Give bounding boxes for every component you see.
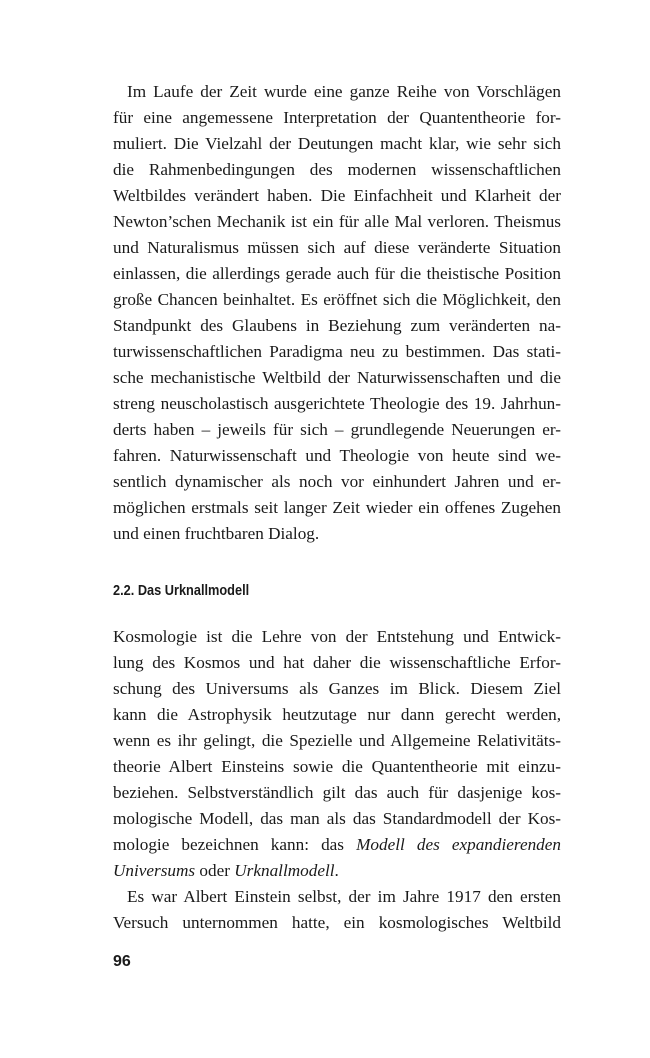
text-line: sentlich dynamischer als noch vor einhundert Jahren und er- <box>113 472 561 491</box>
text-span: oder <box>195 861 235 880</box>
text-line: beziehen. Selbstverständlich gilt das auch für dasjenige kos- <box>113 783 561 802</box>
text-line: Newton’schen Mechanik ist ein für alle Mal verloren. Theismus <box>113 212 561 231</box>
text-line: streng neuscholastisch ausgerichtete Theologie des 19. Jahrhun- <box>113 394 561 413</box>
text-line: Weltbildes verändert haben. Die Einfachheit und Klarheit der <box>113 186 561 205</box>
text-line: große Chancen beinhaltet. Es eröffnet sich die Möglichkeit, den <box>113 290 561 309</box>
italic-term: Universums <box>113 861 196 880</box>
text-line: Kosmologie ist die Lehre von der Entstehung und Entwick- <box>113 627 561 646</box>
text-span: mologie bezeichnen kann: das <box>113 835 344 854</box>
text-line: derts haben – jeweils für sich – grundlegende Neuerungen er- <box>113 420 561 439</box>
text-line: sche mechanistische Weltbild der Naturwissenschaften und die <box>113 368 561 387</box>
text-line: Im Laufe der Zeit wurde eine ganze Reihe von Vorschlägen <box>127 82 561 101</box>
text-line: fahren. Naturwissenschaft und Theologie von heute sind we- <box>113 446 561 465</box>
text-line: möglichen erstmals seit langer Zeit wieder ein offenes Zugehen <box>113 498 561 517</box>
text-line: muliert. Die Vielzahl der Deutungen macht klar, wie sehr sich <box>113 134 561 153</box>
text-line: lung des Kosmos und hat daher die wissenschaftliche Erfor- <box>113 653 561 672</box>
text-span: . <box>334 861 339 880</box>
text-line: Es war Albert Einstein selbst, der im Jahre 1917 den ersten <box>127 887 561 906</box>
text-line: wenn es ihr gelingt, die Spezielle und Allgemeine Relativitäts- <box>113 731 561 750</box>
text-line: Versuch unternommen hatte, ein kosmologisches Weltbild <box>113 913 561 932</box>
italic-term: Modell des expandierenden <box>356 835 561 854</box>
text-line-mixed <box>113 858 561 884</box>
text-line: turwissenschaftlichen Paradigma neu zu bestimmen. Das stati- <box>113 342 561 361</box>
text-line: Standpunkt des Glaubens in Beziehung zum veränderten na- <box>113 316 561 335</box>
text-line: und einen fruchtbaren Dialog. <box>113 524 320 543</box>
text-line: kann die Astrophysik heutzutage nur dann gerecht werden, <box>113 705 561 724</box>
text-line-mixed <box>113 832 561 858</box>
page-number: 96 <box>113 953 131 970</box>
section-heading: 2.2. Das Urknallmodell <box>113 583 250 599</box>
italic-term: Urknallmodell <box>234 861 335 880</box>
text-line: und Naturalismus müssen sich auf diese veränderte Situation <box>113 238 561 257</box>
text-line: die Rahmenbedingungen des modernen wissenschaftlichen <box>113 160 561 179</box>
text-line: mologische Modell, das man als das Standardmodell der Kos- <box>113 809 561 828</box>
text-line: schung des Universums als Ganzes im Blick. Diesem Ziel <box>113 679 561 698</box>
text-line: für eine angemessene Interpretation der Quantentheorie for- <box>113 108 561 127</box>
text-line: einlassen, die allerdings gerade auch für die theistische Position <box>113 264 561 283</box>
text-line: theorie Albert Einsteins sowie die Quantentheorie mit einzu- <box>113 757 561 776</box>
